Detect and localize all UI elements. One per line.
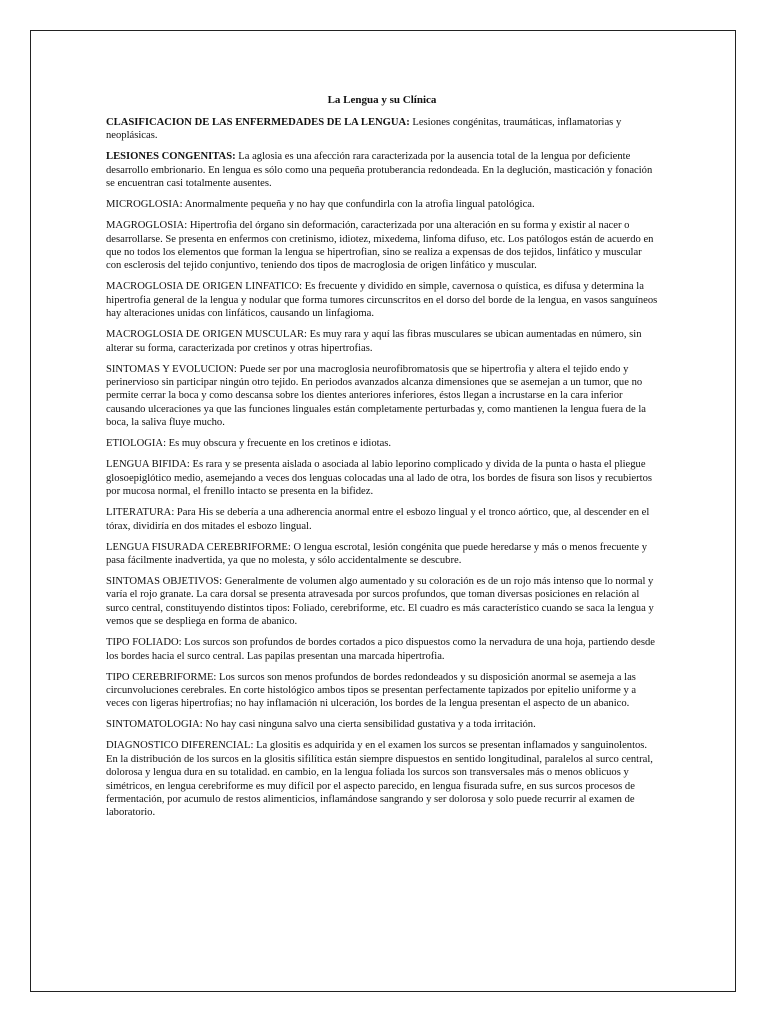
paragraph-text: Es rara y se presenta aislada o asociada al labio leporino complicado y divida de la punta o hasta el pliegue glosoepiglótico medio, asemejando a veces dos lenguas colocadas una al lado de otra, los bordes de fisura son lisos y recubiertos por mucosa normal, el frenillo intacto se presenta en la bifidez. xyxy=(106,459,653,498)
paragraph xyxy=(106,718,658,731)
paragraph-heading: LESIONES CONGENITAS: xyxy=(106,151,236,163)
paragraph-text: Es muy rara y aquí las fibras musculares se ubican aumentadas en número, sin alterar su forma, caracterizada por cretinos y otras hipertrofias. xyxy=(106,329,642,354)
paragraph-text: No hay casi ninguna salvo una cierta sensibilidad gustativa y a toda irritación. xyxy=(202,719,536,731)
document-title: La Lengua y su Clínica xyxy=(327,94,437,106)
paragraph-heading: SINTOMAS OBJETIVOS: xyxy=(106,575,223,587)
paragraph-heading: TIPO CEREBRIFORME: xyxy=(106,671,217,683)
paragraph xyxy=(106,219,658,273)
paragraph-heading: ETIOLOGIA: xyxy=(106,438,167,450)
paragraph xyxy=(106,363,658,430)
paragraph xyxy=(106,671,658,711)
paragraph-heading: MICROGLOSIA: xyxy=(106,199,183,211)
paragraph-text: Los surcos son profundos de bordes cortados a pico dispuestos como la nervadura de una hoja, partiendo desde los bordes hacia el surco central. Las papilas presentan una marcada hipertrofia. xyxy=(106,637,656,662)
paragraph-text: Puede ser por una macroglosia neurofibromatosis que se hipertrofia y altera el tejido endo y perinervioso sin participar ningún otro tejido. En periodos avanzados alcanza dimensiones que se asemejan a un tumor, que no permite cerrar la boca y como descansa sobre los dientes anteriores inferiores, éstos llegan a incrustarse en la cara inferior causando ulceraciones ya que las funciones linguales están completamente perturbadas y, como mantienen la lengua fuera de la boca, la saliva fluye mucho. xyxy=(106,363,646,429)
paragraph xyxy=(106,636,658,663)
paragraph-text: La glositis es adquirida y en el examen los surcos se presentan inflamados y sanguinolentos. En la distribución de los surcos en la glositis sifilítica están siempre dispuestos en sentido longitudinal, paralelos al surco central, dolorosa y lengua dura en su totalidad. en cambio, en la lengua foliada los surcos son transversales más o menos oblicuos y simétricos, en lengua cerebriforme es muy difícil por el aspecto parecido, en lengua fisurada sufre, en sus surcos procesos de fermentación, por acumulo de restos alimenticios, inflamándose sangrando y ser dolorosa y solo puede recurrir al examen de laboratorio. xyxy=(106,740,653,819)
paragraph-list xyxy=(106,116,658,820)
paragraph-text: Anormalmente pequeña y no hay que confundirla con la atrofia lingual patológica. xyxy=(182,199,535,211)
paragraph xyxy=(106,437,658,450)
paragraph-text: Es frecuente y dividido en simple, cavernosa o quística, es difusa y determina la hipertrofia general de la lengua y nodular que forma tumores circunscritos en el dorso del borde de la lengua, en vasos sanguíneos hay alteraciones unidas con linfáticos, causando un linfagioma. xyxy=(106,281,658,320)
paragraph-heading: LITERATURA: xyxy=(106,507,175,519)
paragraph xyxy=(106,739,658,819)
paragraph xyxy=(106,280,658,320)
paragraph-heading: LENGUA FISURADA CEREBRIFORME: xyxy=(106,541,291,553)
paragraph-text: Es muy obscura y frecuente en los cretinos e idiotas. xyxy=(166,438,392,450)
paragraph-text: Los surcos son menos profundos de bordes redondeados y su disposición anormal se asemeja a las circunvoluciones cerebrales. En corte histológico ambos tipos se presentan perfectamente tapizados por epitelio uniforme y a veces con ligeras hipertrofias; no hay inflamación ni ulceración, los bordes de la lengua presentan el aspecto de un abanico. xyxy=(106,671,637,710)
paragraph-heading: MAGROGLOSIA: xyxy=(106,220,188,232)
paragraph xyxy=(106,458,658,498)
paragraph xyxy=(106,198,658,211)
paragraph-text: La aglosia es una afección rara caracterizada por la ausencia total de la lengua por deficiente desarrollo embrionario. En lengua es sólo como una pequeña protuberancia redondeada. En la deglución, masticación y fonación se encuentran casi totalmente ausentes. xyxy=(106,151,653,190)
paragraph-heading: LENGUA BIFIDA: xyxy=(106,459,190,471)
paragraph xyxy=(106,541,658,568)
paragraph-heading: CLASIFICACION DE LAS ENFERMEDADES DE LA LENGUA: xyxy=(106,117,410,128)
paragraph-text: Para His se debería a una adherencia anormal entre el esbozo lingual y el tronco aórtico, que, al descender en el tórax, dividiría en dos mitades el esbozo lingual. xyxy=(106,507,650,532)
paragraph xyxy=(106,328,658,355)
paragraph xyxy=(106,150,658,190)
paragraph-heading: MACROGLOSIA DE ORIGEN LINFATICO: xyxy=(106,281,303,293)
paragraph-text: Generalmente de volumen algo aumentado y su coloración es de un rojo más intenso que lo normal y varía el rojo granate. La cara dorsal se presenta atravesada por surcos profundos, que toman diversas posiciones en relación al surco central, constituyendo distintos tipos: Foliado, cerebriforme, etc. El cuadro es más característico cuando se saca la lengua y vemos que se despliega en forma de abanico. xyxy=(106,575,654,628)
document-body xyxy=(106,93,658,827)
paragraph xyxy=(106,116,658,143)
paragraph-text: O lengua escrotal, lesión congénita que puede heredarse y más o menos frecuente y pasa fácilmente inadvertida, ya que no molesta, y sólo accidentalmente se descubre. xyxy=(106,541,648,566)
paragraph-heading: MACROGLOSIA DE ORIGEN MUSCULAR: xyxy=(106,329,308,341)
paragraph xyxy=(106,575,658,629)
paragraph-text: Hipertrofia del órgano sin deformación, caracterizada por una alteración en su forma y existir al nacer o desarrollarse. Se presenta en enfermos con cretinismo, idiotez, mixedema, linfoma difuso, etc. Los patólogos están de acuerdo en que no todos los elementos que forman la lengua se hipertrofian, sino se realiza a expensas de dos tejidos, linfático y muscular con esclerosis del tejido conjuntivo, teniendo dos tipos de macroglosia de origen linfático y muscular. xyxy=(106,220,654,272)
paragraph-heading: TIPO FOLIADO: xyxy=(106,637,182,649)
paragraph-text: Lesiones congénitas, traumáticas, inflamatorias y neoplásicas. xyxy=(106,117,622,142)
paragraph xyxy=(106,506,658,533)
paragraph-heading: SINTOMATOLOGIA: xyxy=(106,719,203,731)
paragraph-heading: DIAGNOSTICO DIFERENCIAL: xyxy=(106,740,254,752)
paragraph-heading: SINTOMAS Y EVOLUCION: xyxy=(106,363,237,375)
